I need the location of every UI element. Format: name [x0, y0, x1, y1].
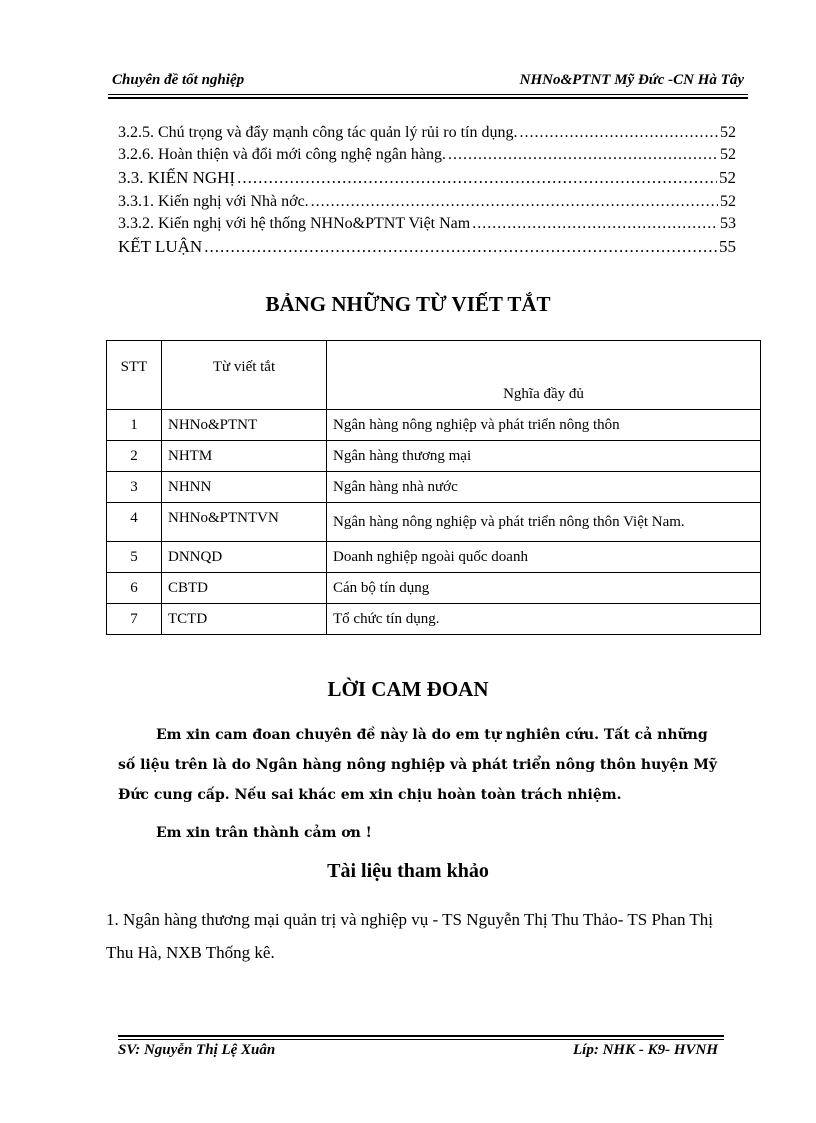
cell-stt: 5	[107, 542, 162, 573]
toc-entry	[118, 193, 736, 215]
abbreviations-title: BẢNG NHỮNG TỪ VIẾT TẮT	[265, 292, 551, 316]
toc-entry-text: 3.2.5. Chú trọng và đẩy mạnh công tác quản lý rủi ro tín dụng.	[118, 124, 518, 141]
toc-entry-page: 52	[720, 193, 736, 210]
cell-abbreviation: DNNQD	[162, 542, 327, 573]
toc-entry	[118, 215, 736, 237]
column-header-meaning: Nghĩa đầy đủ	[327, 341, 761, 410]
cell-meaning: Ngân hàng thương mại	[327, 441, 761, 472]
cell-abbreviation: NHTM	[162, 441, 327, 472]
toc-leader-dots	[472, 215, 718, 233]
toc-entry-text: 3.3.2. Kiến nghị với hệ thống NHNo&PTNT Việt Nam	[118, 215, 471, 232]
toc-leader-dots	[311, 193, 718, 211]
header-left-text: Chuyên đề tốt nghiệp	[112, 72, 245, 88]
commitment-paragraph	[118, 720, 718, 810]
cell-abbreviation: CBTD	[162, 573, 327, 604]
references-title: Tài liệu tham khảo	[327, 860, 489, 882]
cell-meaning: Cán bộ tín dụng	[327, 573, 761, 604]
footer-divider	[118, 1035, 724, 1040]
page-header	[108, 70, 748, 92]
column-header-stt: STT	[107, 341, 162, 410]
table-row	[107, 542, 761, 573]
cell-meaning: Ngân hàng nông nghiệp và phát triển nông thôn Việt Nam.	[327, 503, 761, 542]
thanks-text: Em xin trân thành cảm ơn !	[156, 825, 372, 841]
toc-entry-page: 53	[720, 215, 736, 232]
page-footer	[118, 1042, 724, 1062]
footer-student-name: SV: Nguyễn Thị Lệ Xuân	[118, 1042, 276, 1058]
header-right-text: NHNo&PTNT Mỹ Đức -CN Hà Tây	[519, 72, 744, 88]
toc-leader-dots	[237, 168, 717, 188]
cell-meaning: Ngân hàng nhà nước	[327, 472, 761, 503]
footer-class: Líp: NHK - K9- HVNH	[573, 1042, 718, 1058]
cell-stt: 3	[107, 472, 162, 503]
table-of-contents	[118, 124, 736, 262]
cell-abbreviation: TCTD	[162, 604, 327, 635]
table-row	[107, 472, 761, 503]
toc-leader-dots	[204, 237, 717, 257]
toc-entry-page: 52	[719, 168, 736, 187]
toc-entry-text: 3.3.1. Kiến nghị với Nhà nớc.	[118, 193, 309, 210]
cell-abbreviation: NHNo&PTNTVN	[162, 503, 327, 542]
table-row	[107, 410, 761, 441]
toc-entry	[118, 237, 736, 262]
thanks-paragraph	[118, 818, 718, 848]
table-row	[107, 573, 761, 604]
commitment-title: LỜI CAM ĐOAN	[327, 677, 489, 701]
table-row	[107, 441, 761, 472]
cell-abbreviation: NHNN	[162, 472, 327, 503]
cell-meaning: Doanh nghiệp ngoài quốc doanh	[327, 542, 761, 573]
table-row	[107, 503, 761, 542]
cell-meaning: Ngân hàng nông nghiệp và phát triển nông thôn	[327, 410, 761, 441]
toc-entry	[118, 124, 736, 146]
cell-meaning: Tổ chức tín dụng.	[327, 604, 761, 635]
cell-stt: 6	[107, 573, 162, 604]
toc-entry-text: KẾT LUẬN	[118, 237, 203, 256]
cell-stt: 7	[107, 604, 162, 635]
toc-entry-page: 52	[720, 146, 736, 163]
toc-leader-dots	[519, 124, 718, 142]
table-row	[107, 604, 761, 635]
abbreviations-table	[106, 340, 761, 635]
cell-stt: 4	[107, 503, 162, 542]
commitment-text: Em xin cam đoan chuyên đề này là do em tự nghiên cứu. Tất cả những số liệu trên là do Ngân hàng nông nghiệp và phát triển nông thôn huyện Mỹ Đức cung cấp. Nếu sai khác em xin chịu hoàn toàn trách nhiệm.	[118, 727, 718, 803]
cell-stt: 1	[107, 410, 162, 441]
toc-entry-page: 55	[719, 237, 736, 256]
toc-leader-dots	[448, 146, 718, 164]
table-header-row	[107, 341, 761, 410]
header-divider	[108, 94, 748, 99]
toc-entry-text: 3.3. KIẾN NGHỊ	[118, 168, 236, 187]
cell-stt: 2	[107, 441, 162, 472]
column-header-abbreviation: Từ viết tắt	[162, 341, 327, 410]
reference-item: 1. Ngân hàng thương mại quản trị và nghiệp vụ - TS Nguyễn Thị Thu Thảo- TS Phan Thị Thu Hà, NXB Thống kê.	[106, 910, 714, 962]
toc-entry	[118, 168, 736, 193]
toc-entry	[118, 146, 736, 168]
cell-abbreviation: NHNo&PTNT	[162, 410, 327, 441]
toc-entry-page: 52	[720, 124, 736, 141]
toc-entry-text: 3.2.6. Hoàn thiện và đổi mới công nghệ ngân hàng.	[118, 146, 446, 163]
